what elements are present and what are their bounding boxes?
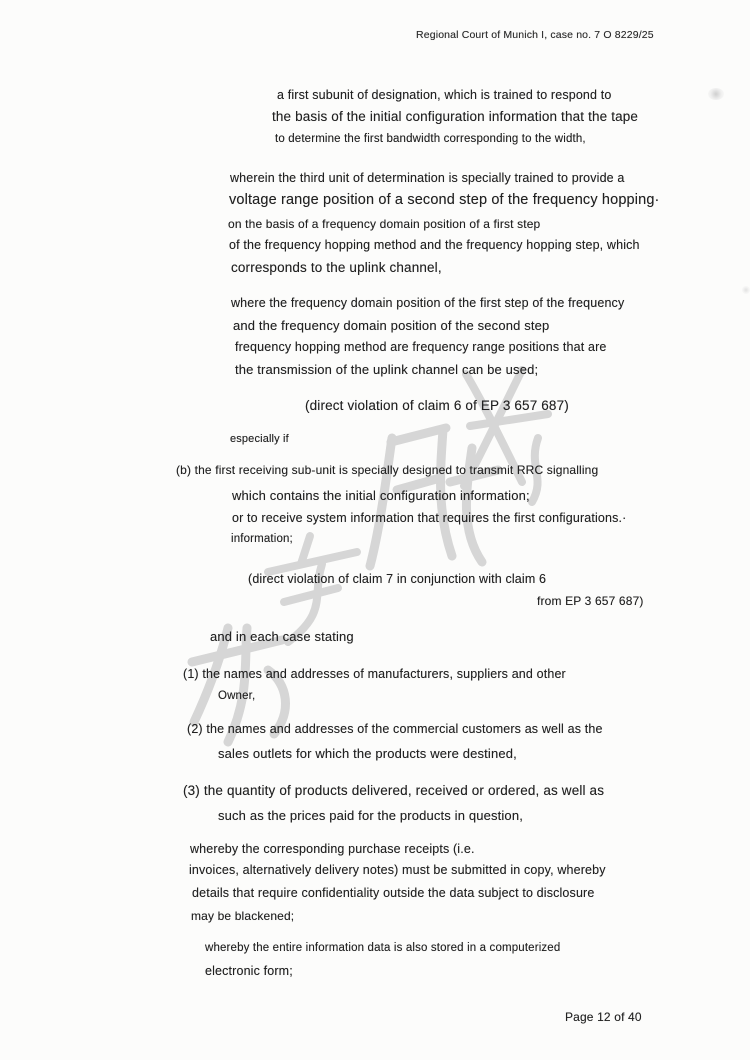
header-case-reference: Regional Court of Munich I, case no. 7 O 8229/25 (416, 29, 654, 41)
claim-text-line: frequency hopping method are frequency range positions that are (235, 340, 607, 354)
especially-if-line: especially if (230, 433, 289, 445)
item-b-line: (b) the first receiving sub-unit is specially designed to transmit RRC signalling (176, 463, 599, 477)
claim-text-line: of the frequency hopping method and the frequency hopping step, which (229, 238, 640, 252)
claim-text-line: on the basis of a frequency domain position of a first step (228, 217, 541, 231)
claim-text-line: wherein the third unit of determination is specially trained to provide a (230, 171, 625, 185)
list-item-3-line: (3) the quantity of products delivered, received or ordered, as well as (183, 783, 605, 798)
item-b-line: or to receive system information that requires the first configurations.· (232, 511, 627, 525)
claim-text-line: voltage range position of a second step of the frequency hopping· (229, 192, 660, 208)
stating-line: and in each case stating (210, 629, 354, 644)
electronic-form-clause-line: electronic form; (205, 964, 293, 978)
receipts-clause-line: whereby the corresponding purchase receipts (i.e. (190, 842, 475, 856)
claim-text-line: corresponds to the uplink channel, (231, 260, 442, 275)
claim-text-line: where the frequency domain position of the first step of the frequency (231, 296, 625, 310)
claim-text-line: to determine the first bandwidth corresponding to the width, (275, 133, 586, 145)
page-number-label: Page 12 of 40 (565, 1010, 642, 1024)
claim-text-line: a first subunit of designation, which is trained to respond to (277, 88, 612, 102)
item-b-line: information; (231, 533, 293, 545)
electronic-form-clause-line: whereby the entire information data is also stored in a computerized (205, 942, 561, 954)
list-item-2-line: sales outlets for which the products were destined, (218, 746, 517, 761)
violation-note-claim6: (direct violation of claim 6 of EP 3 657 687) (305, 398, 569, 413)
receipts-clause-line: may be blackened; (191, 909, 295, 923)
claim-text-line: and the frequency domain position of the second step (233, 318, 550, 333)
list-item-1-line: (1) the names and addresses of manufacturers, suppliers and other (183, 667, 566, 681)
claim-text-line: the transmission of the uplink channel can be used; (235, 362, 539, 377)
list-item-2-line: (2) the names and addresses of the commercial customers as well as the (187, 722, 603, 736)
scan-artifact (742, 286, 750, 294)
violation-note-claim7: from EP 3 657 687) (537, 594, 644, 608)
violation-note-claim7: (direct violation of claim 7 in conjunction with claim 6 (248, 572, 547, 586)
list-item-3-line: such as the prices paid for the products in question, (218, 808, 523, 823)
claim-text-line: the basis of the initial configuration information that the tape (272, 109, 639, 124)
receipts-clause-line: details that require confidentiality outside the data subject to disclosure (192, 886, 595, 900)
list-item-1-line: Owner, (218, 690, 256, 702)
receipts-clause-line: invoices, alternatively delivery notes) must be submitted in copy, whereby (189, 863, 606, 877)
item-b-line: which contains the initial configuration information; (232, 488, 530, 503)
scan-artifact (708, 88, 724, 100)
